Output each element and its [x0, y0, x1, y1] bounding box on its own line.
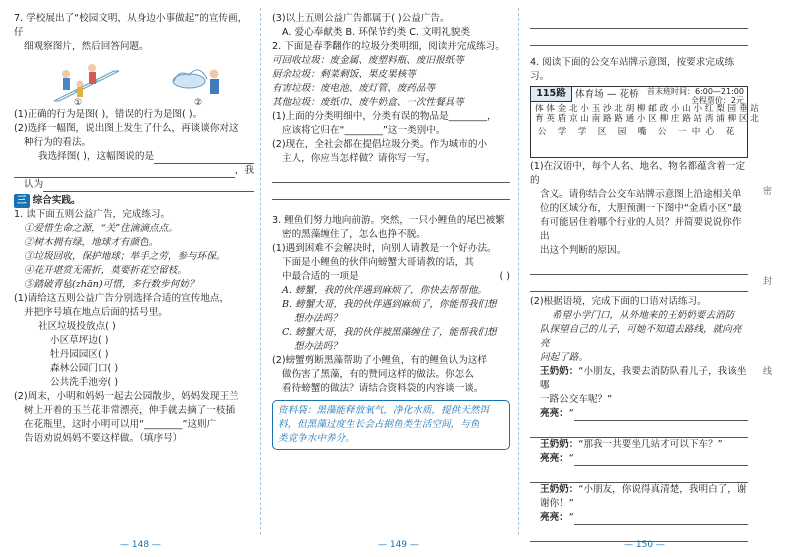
q2-sub1-line2: 应该将它归在“________”这一类别中。 — [282, 125, 446, 136]
ad-2: ②树木拥有绿，地球才有颜色。 — [24, 237, 159, 248]
dialog-5-cont: 谢你！” — [540, 498, 574, 509]
q3-sub1-line2: 下面是小鲤鱼的伙伴向螃蟹大哥请教的话，其 — [282, 257, 474, 268]
s1-sub2-line4: 告语劝说妈妈不要这样做。（填序号） — [24, 433, 183, 444]
stairs-illustration — [14, 56, 254, 106]
dialog-2: 亮亮： “ — [530, 407, 748, 421]
answer-line[interactable] — [530, 12, 748, 29]
q4-sub1-line3: 位的区域分布，大胆预测一下图中“金盾小区”最 — [540, 203, 742, 214]
answer-line[interactable] — [530, 421, 748, 438]
garbage-4: 其他垃圾：废纸巾、废牛奶盒、一次性餐具等 — [272, 97, 464, 108]
dialog-6: 亮亮： “ — [530, 511, 748, 525]
section-title: 综合实践。 — [32, 195, 81, 206]
seal-line-char: 密 — [762, 187, 772, 197]
station-label: 学 — [577, 127, 587, 137]
choose-row — [14, 150, 254, 164]
place-1: 社区垃圾投放点( ) — [38, 321, 116, 332]
q4-sub1-line5: 出这个判断的原因。 — [540, 245, 627, 256]
s1-sub1-line2: 并把序号填在地点后面的括号里。 — [24, 307, 168, 318]
left-column — [14, 12, 254, 446]
answer-line[interactable] — [574, 512, 748, 525]
s1-stem: 1. 读下面五则公益广告，完成练习。 — [14, 209, 171, 220]
page-number-right: — 150 — — [624, 540, 665, 550]
choose-row-2 — [14, 164, 254, 178]
q7-line1: 7. 学校展出了“校园文明，从身边小事做起”的宣传画，仔 — [14, 13, 248, 38]
bus-info: 首末班时间：6:00—21:00 全程票价：2元 — [646, 87, 744, 105]
s1-sub1-line1: (1)请给这五则公益广告分别选择合适的宣传地点， — [14, 293, 230, 304]
q3-option-c: C. 螃蟹大哥，我的伙伴被黑藻缠住了，能帮我们想 — [282, 327, 497, 338]
q7-sub2-line1: (2)选择一幅图，说出图上发生了什么，再谈谈你对这 — [14, 123, 239, 134]
info-label: 资料袋： — [278, 405, 317, 416]
fig-label-2: ② — [194, 98, 203, 106]
station-label: 嘴 — [637, 127, 647, 137]
think-row — [14, 178, 254, 192]
scene-line2: 队探望自己的儿子，可她不知道去路线，就向亮亮 — [540, 324, 742, 349]
station-label: 区 — [597, 127, 607, 137]
station-label: 中 — [691, 127, 701, 137]
dialog-4: 亮亮： “ — [530, 452, 748, 466]
station-label: 学 — [557, 127, 567, 137]
ad-4: ④花开堪赏无需折，莫要折花空留枝。 — [24, 265, 188, 276]
comma-text: ，我 — [234, 165, 254, 176]
q3-option-a: A. 螃蟹，我的伙伴遇到麻烦了，你快去帮帮他。 — [282, 285, 487, 296]
station-label: 公 — [537, 127, 547, 137]
section-tag: 三 — [14, 194, 30, 208]
answer-line[interactable] — [530, 258, 748, 275]
campus-illustrations — [14, 56, 254, 106]
answer-line[interactable] — [530, 466, 748, 483]
q7-sub2-line2: 种行为的看法。 — [24, 137, 92, 148]
section-heading — [14, 194, 254, 208]
answer-line[interactable] — [574, 408, 748, 421]
q3-sub1-line3: 中最合适的一项是 ( ) — [282, 271, 510, 282]
garbage-1: 可回收垃圾：废金属、废塑料瓶、废旧报纸等 — [272, 55, 464, 66]
q2-stem: 2. 下面是春季翻作的垃圾分类明细，阅读并完成练习。 — [272, 41, 505, 52]
q7-sub1: (1)正确的行为是图( )，错误的行为是图( )。 — [14, 109, 203, 120]
scene-line3: 问起了路。 — [540, 352, 588, 363]
q3-line2: 密的黑藻缠住了，怎么也挣不脱。 — [282, 229, 426, 240]
answer-line[interactable] — [43, 179, 254, 192]
s1-sub2-line3: 在花瓶里，这时小明可以用“________”这则广 — [24, 419, 217, 430]
q2-sub2-line1: (2)现在，全社会都在提倡垃圾分类。作为城市的小 — [272, 139, 488, 150]
q4-stem: 4. 阅读下面的公交车站牌示意图，按要求完成练习。 — [530, 57, 735, 82]
m3-stem: (3)以上五则公益广告都属于( )公益广告。 — [272, 13, 450, 24]
q3-option-b-cont: 想办法吗？ — [294, 313, 342, 324]
q3-option-c-cont: 想办法吗？ — [294, 341, 342, 352]
answer-line[interactable] — [14, 165, 235, 178]
q2-sub1-line1: (1)上面的分类明细中，分类有误的物品是________， — [272, 111, 497, 122]
q3-sub2-line3: 看待螃蟹的做法？请结合资料袋的内容谈一谈。 — [282, 383, 484, 394]
middle-column — [272, 12, 510, 450]
station-label: 一 — [677, 127, 687, 137]
garbage-2: 厨余垃圾：剩菜剩饭、果皮果核等 — [272, 69, 416, 80]
think-text: 认为 — [24, 179, 44, 190]
page-number-left: — 148 — — [120, 540, 161, 550]
q4-sub1-line4: 有可能居住着哪个行业的人员？并简要说说你作出 — [540, 217, 742, 242]
answer-line[interactable] — [154, 151, 254, 164]
ad-5: ⑤踏破青毡(zhān)可惜，多行数步何妨？ — [24, 279, 199, 290]
station-label: 花 — [725, 127, 735, 137]
station-label: 公 — [657, 127, 667, 137]
q3-option-b: B. 螃蟹大哥，我的伙伴遇到麻烦了，你能帮我们想 — [282, 299, 497, 310]
bus-route: 体育场 — 花桥 — [575, 89, 639, 100]
seal-line-char: 封 — [762, 277, 772, 287]
bus-stop-sign — [530, 86, 759, 158]
dialog-5: 王奶奶：“小朋友，你说得真清楚，我明白了，谢 — [540, 484, 747, 495]
q2-sub2-line2: 主人，你应当怎样做？请你写一写。 — [282, 153, 436, 164]
scene-line1: 希望小学门口，从外地来的王奶奶要去消防 — [552, 310, 735, 321]
s1-sub2-line1: (2)周末，小明和妈妈一起去公园散步，妈妈发现王兰 — [14, 391, 239, 402]
q3-sub2-line2: 做伤害了黑藻，有的赞同这样的做法。你怎么 — [282, 369, 474, 380]
station-label: 园 — [617, 127, 627, 137]
s1-sub2-line2: 树上开着的玉兰花非常漂亮，伸手就去摘了一枝插 — [24, 405, 236, 416]
station-label: 心 — [705, 127, 715, 137]
answer-line[interactable] — [272, 183, 510, 200]
place-3: 牡丹园园区( ) — [50, 349, 109, 360]
dialog-1: 王奶奶：“小朋友，我要去消防队看儿子，我该坐哪 — [540, 366, 747, 391]
answer-line[interactable] — [530, 275, 748, 292]
q4-sub2: (2)根据语境，完成下面的口语对话练习。 — [530, 296, 707, 307]
page-number-middle: — 149 — — [378, 540, 419, 550]
bus-stations: 体 体 金 北 小 玉 沙 北 胡 柳 邮 政 小 山 小 红 梨 园 垂 站 育 英 盾 京 山 南 路 路 通 小 区 柳 庄 路 站 湾 浦 柳 区 北 — [535, 104, 759, 124]
dialog-1-cont: 一路公交车呢？” — [540, 394, 613, 405]
fig-label-1: ① — [74, 98, 83, 106]
place-5: 公共洗手池旁( ) — [50, 377, 119, 388]
dialog-3: 王奶奶：“那我一共要坐几站才可以下车？” — [540, 439, 723, 450]
q3-sub2-line1: (2)螃蟹剪断黑藻帮助了小鲤鱼，有的鲤鱼认为这样 — [272, 355, 488, 366]
ad-3: ③垃圾回收，保护地球；举手之劳，参与环保。 — [24, 251, 226, 262]
m3-options: A. 爱心奉献类 B. 环保节约类 C. 文明礼貌类 — [282, 27, 470, 38]
answer-line[interactable] — [574, 453, 748, 466]
answer-line[interactable] — [530, 29, 748, 46]
bus-number: 115路 — [531, 87, 572, 102]
q4-sub1-line1: (1)在汉语中，每个人名、地名、物名都蕴含着一定的 — [530, 161, 746, 186]
garbage-3: 有害垃圾：废电池、废灯管、废药品等 — [272, 83, 436, 94]
ad-1: ①爱惜生命之源，“关”住滴滴点点。 — [24, 223, 178, 234]
q3-sub1-line1: (1)遇到困难不会解决时，向别人请教是一个好办法。 — [272, 243, 497, 254]
q3-line1: 3. 鲤鱼们努力地向前游。突然，一只小鲤鱼的尾巴被繁 — [272, 215, 505, 226]
place-2: 小区草坪边( ) — [50, 335, 109, 346]
right-column — [530, 12, 759, 542]
choose-text: 我选择图( )，这幅图说的是 — [38, 151, 155, 162]
q7-line2: 细观察图片，然后回答问题。 — [24, 41, 149, 52]
q4-sub1-line2: 含义。请你结合公交车站牌示意图上沿途相关单 — [540, 189, 742, 200]
answer-line[interactable] — [272, 166, 510, 183]
place-4: 森林公园门口( ) — [50, 363, 119, 374]
seal-line-char: 线 — [762, 367, 772, 377]
info-box: 资料袋：黑藻能释放氧气，净化水质，提供天然饵 料，但黑藻过度生长会占据鱼类生活空间，与鱼 类竞争水中养分。 — [272, 400, 510, 450]
